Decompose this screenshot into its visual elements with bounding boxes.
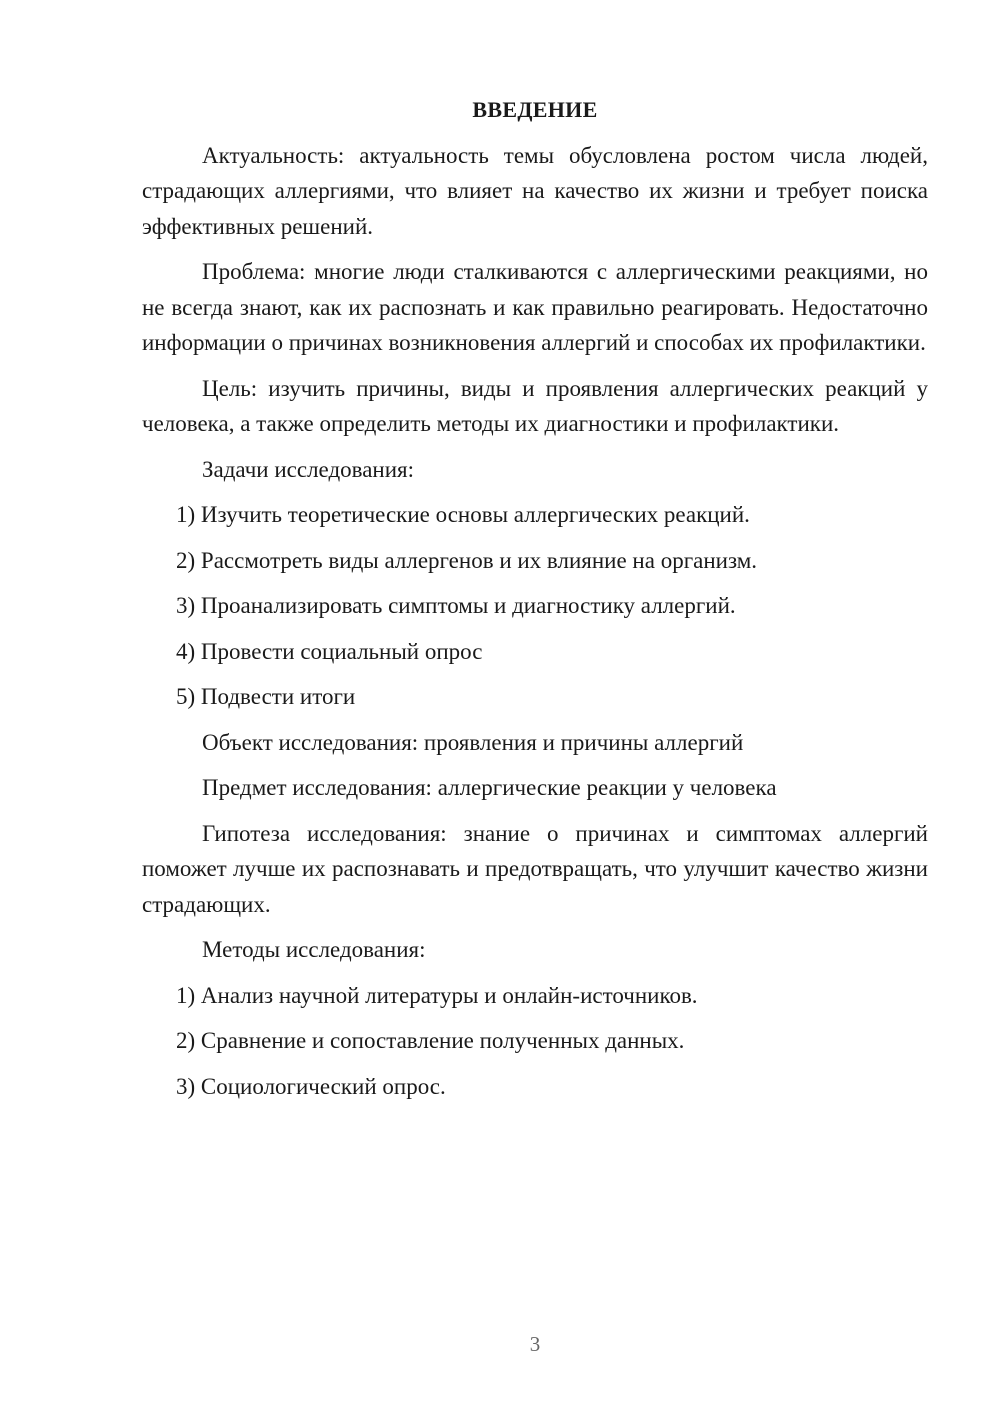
tasks-list bbox=[142, 497, 928, 715]
list-item: 1) Анализ научной литературы и онлайн-источников. bbox=[176, 982, 698, 1008]
list-item: 5) Подвести итоги bbox=[176, 684, 356, 709]
list-item: 2) Рассмотреть виды аллергенов и их влияние на организм. bbox=[176, 547, 758, 573]
list-item: 4) Провести социальный опрос bbox=[176, 638, 483, 664]
subject-line: Предмет исследования: аллергические реакции у человека bbox=[202, 775, 777, 800]
object-line: Объект исследования: проявления и причины аллергий bbox=[202, 729, 744, 755]
problem-paragraph: Проблема: многие люди сталкиваются с аллергическими реакциями, но не всегда знают, как их распознать и как правильно реагировать. Недостаточно информации о причинах возникновения аллергий и способах их профилактики. bbox=[142, 259, 928, 355]
page-number: 3 bbox=[529, 1332, 541, 1356]
hypothesis-paragraph: Гипотеза исследования: знание о причинах и симптомах аллергий поможет лучше их распознавать и предотвращать, что улучшит качество жизни страдающих. bbox=[142, 820, 928, 917]
section-title: ВВЕДЕНИЕ bbox=[472, 97, 598, 122]
relevance-paragraph: Актуальность: актуальность темы обусловлена ростом числа людей, страдающих аллергиями, что влияет на качество их жизни и требует поиска эффективных решений. bbox=[142, 142, 928, 239]
list-item: 3) Социологический опрос. bbox=[176, 1073, 446, 1099]
list-item: 2) Сравнение и сопоставление полученных данных. bbox=[176, 1028, 685, 1053]
tasks-heading: Задачи исследования: bbox=[202, 456, 415, 482]
goal-paragraph: Цель: изучить причины, виды и проявления аллергических реакций у человека, а также определить методы их диагностики и профилактики. bbox=[142, 375, 928, 436]
methods-list bbox=[142, 978, 928, 1105]
document-page bbox=[142, 92, 928, 1114]
list-item: 1) Изучить теоретические основы аллергических реакций. bbox=[176, 502, 750, 527]
methods-heading: Методы исследования: bbox=[202, 937, 426, 962]
list-item: 3) Проанализировать симптомы и диагностику аллергий. bbox=[176, 593, 736, 618]
